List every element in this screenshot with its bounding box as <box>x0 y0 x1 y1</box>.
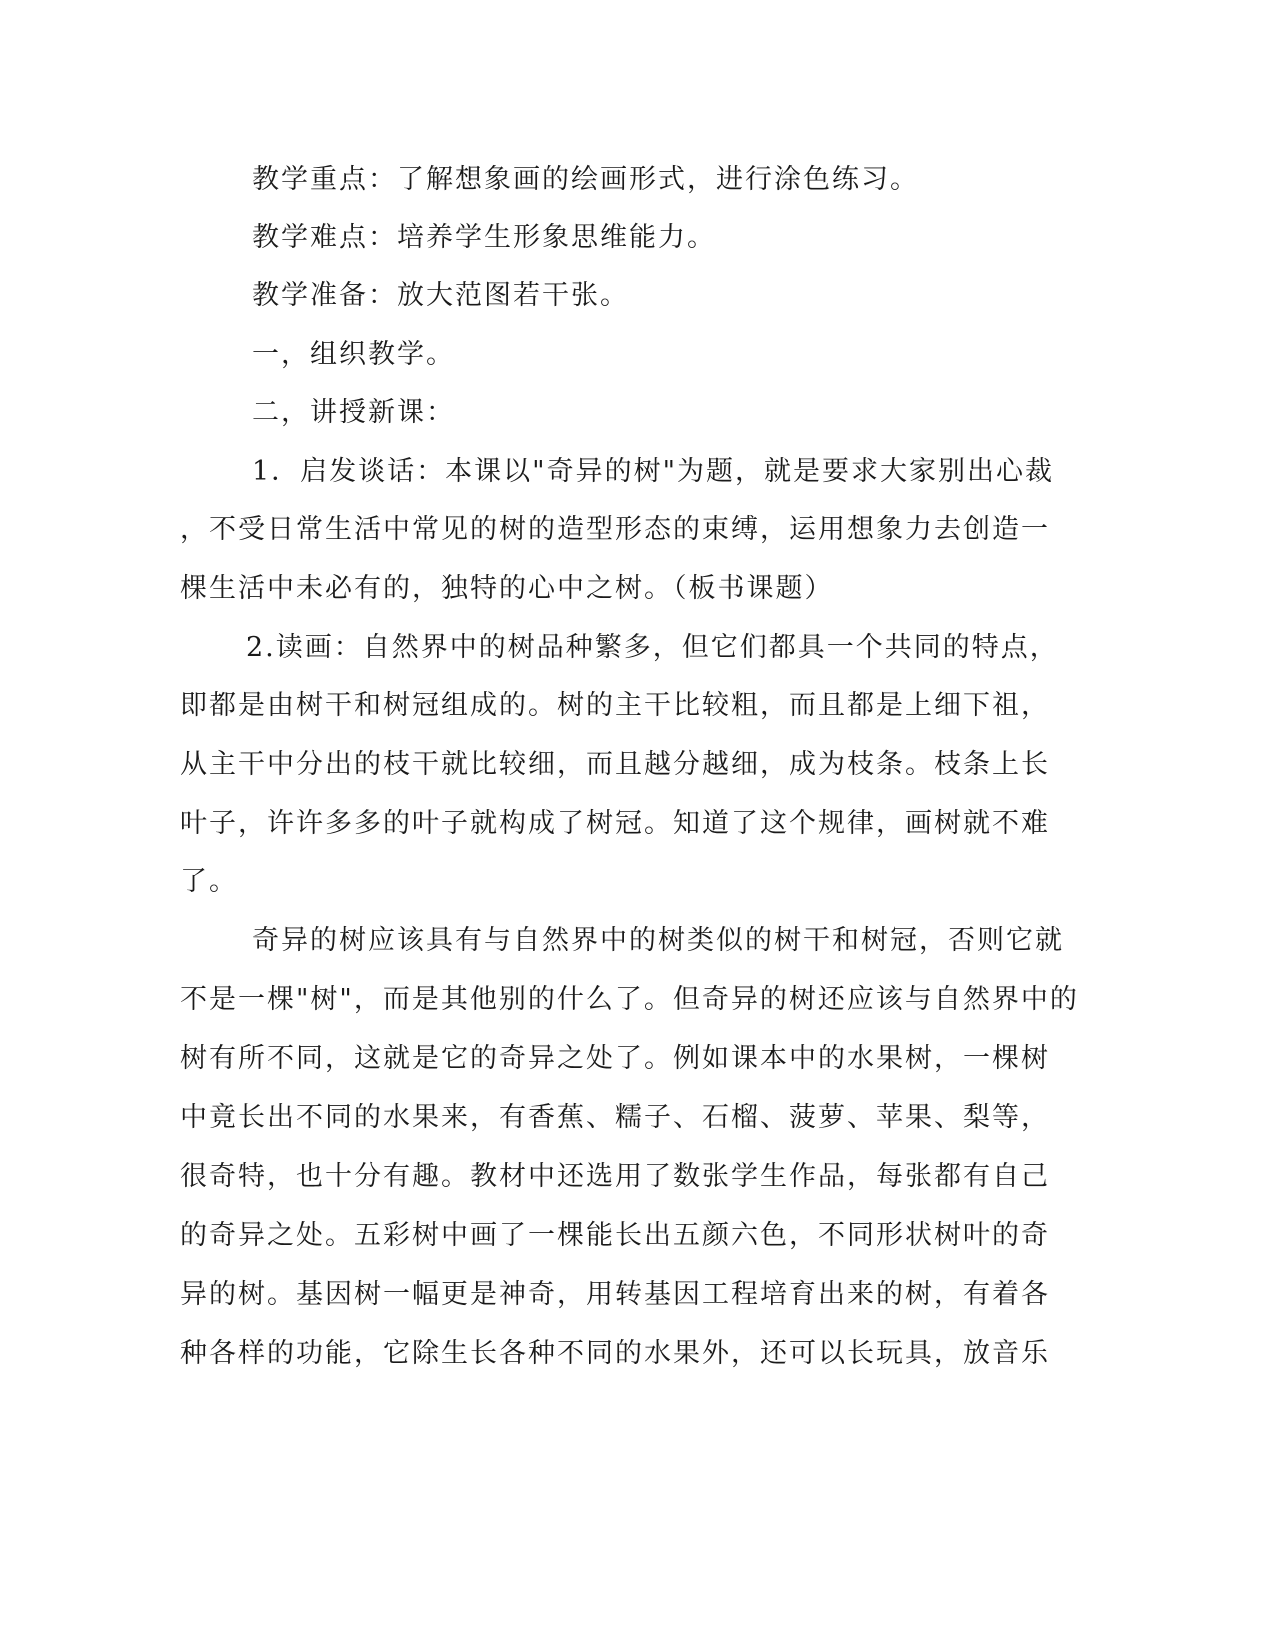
text-line: 的奇异之处。五彩树中画了一棵能长出五颜六色，不同形状树叶的奇 <box>180 1220 1050 1251</box>
text-line: 棵生活中未必有的，独特的心中之树。（板书课题） <box>180 573 834 604</box>
text-line: 2.读画：自然界中的树品种繁多，但它们都具一个共同的特点， <box>246 632 1059 663</box>
text-line: 即都是由树干和树冠组成的。树的主干比较粗，而且都是上细下祖， <box>180 690 1050 721</box>
text-line: 一，组织教学。 <box>252 339 455 370</box>
text-line: 从主干中分出的枝干就比较细，而且越分越细，成为枝条。枝条上长 <box>180 749 1050 780</box>
text-line: 教学重点：了解想象画的绘画形式，进行涂色练习。 <box>252 164 919 195</box>
text-line: ，不受日常生活中常见的树的造型形态的束缚，运用想象力去创造一 <box>180 514 1050 545</box>
text-line: 不是一棵"树"，而是其他别的什么了。但奇异的树还应该与自然界中的 <box>180 984 1079 1015</box>
text-line: 中竟长出不同的水果来，有香蕉、糯子、石榴、菠萝、苹果、梨等， <box>180 1102 1050 1133</box>
text-line: 异的树。基因树一幅更是神奇，用转基因工程培育出来的树，有着各 <box>180 1279 1050 1310</box>
text-line: 种各样的功能，它除生长各种不同的水果外，还可以长玩具，放音乐 <box>180 1338 1050 1369</box>
text-line: 奇异的树应该具有与自然界中的树类似的树干和树冠，否则它就 <box>252 925 1064 956</box>
text-line: 二，讲授新课： <box>252 397 455 428</box>
text-line: 树有所不同，这就是它的奇异之处了。例如课本中的水果树，一棵树 <box>180 1043 1050 1074</box>
text-line: 了。 <box>180 866 238 897</box>
text-line: 很奇特，也十分有趣。教材中还选用了数张学生作品，每张都有自己 <box>180 1161 1050 1192</box>
text-line: 1．启发谈话：本课以"奇异的树"为题，就是要求大家别出心裁 <box>252 456 1055 487</box>
text-line: 叶子，许许多多的叶子就构成了树冠。知道了这个规律，画树就不难 <box>180 808 1050 839</box>
text-line: 教学难点：培养学生形象思维能力。 <box>252 222 716 253</box>
text-line: 教学准备：放大范图若干张。 <box>252 280 629 311</box>
